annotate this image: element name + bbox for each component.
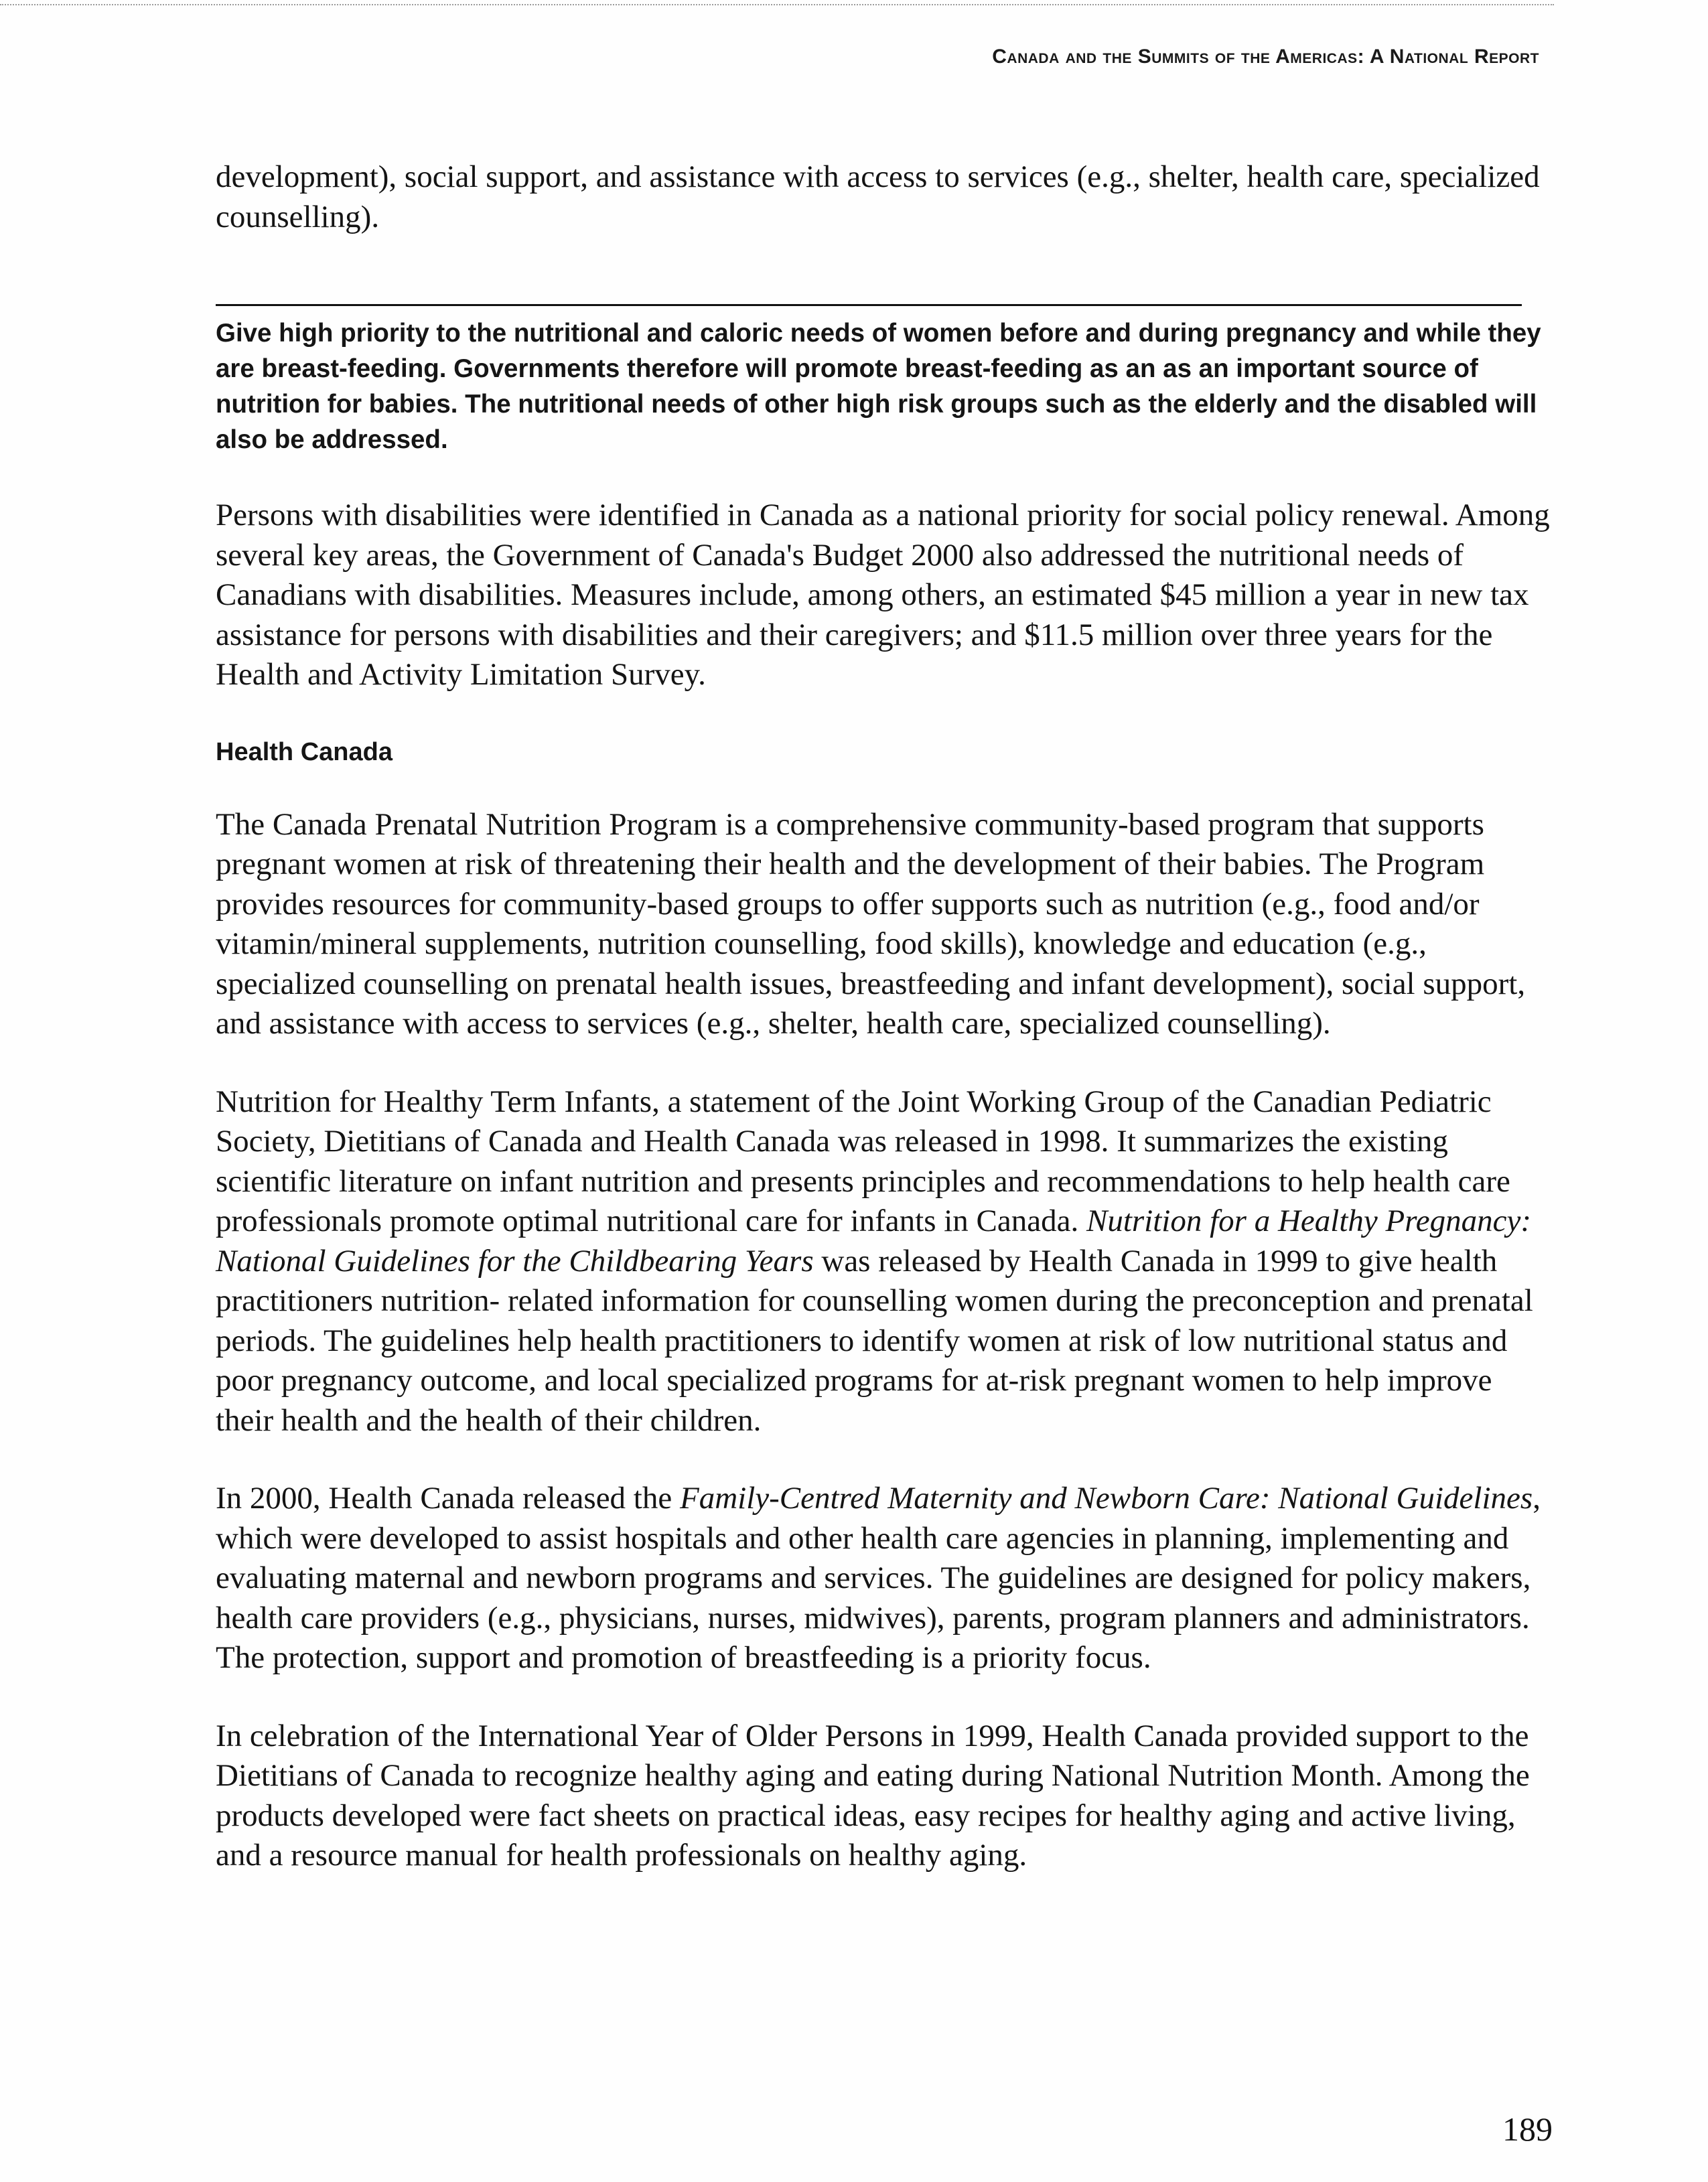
running-header: Canada and the Summits of the Americas: A National Report xyxy=(992,46,1539,68)
paragraph-text: , which were developed to assist hospitals and other health care agencies in planning, implementing and evaluating maternal and newborn programs and services. The guidelines are designed for policy makers, health care providers (e.g., physicians, nurses, midwives), parents, program planners and administrators. The protection, support and promotion of breastfeeding is a priority focus. xyxy=(216,1481,1541,1675)
section-heading: Health Canada xyxy=(216,737,393,766)
section-divider xyxy=(216,304,1522,306)
disabilities-paragraph: Persons with disabilities were identified in Canada as a national priority for social policy renewal. Among several key areas, the Government of Canada's Budget 2000 also addressed the nutritional needs of Canadians with disabilities. Measures include, among others, an estimated $45 million a year in new tax assistance for persons with disabilities and their caregivers; and $11.5 million over three years for the Health and Activity Limitation Survey. xyxy=(216,498,1550,692)
summit-mandate-text: Give high priority to the nutritional and caloric needs of women before and during pregnancy and while they are breast-feeding. Governments therefore will promote breast-feeding as an as an important source of nutrition for babies. The nutritional needs of other high risk groups such as the elderly and the disabled will also be addressed. xyxy=(216,319,1541,454)
paragraph-text: Nutrition for Healthy Term Infants, a statement of the Joint Working Group of the Canadian Pediatric Society, Dietitians of Canada and Health Canada was released in 1998. It summarizes the existing scientific literature on infant nutrition and presents principles and recommendations to help health care professionals promote optimal nutritional care for infants in Canada. xyxy=(216,1084,1510,1238)
publication-title: Family-Centred Maternity and Newborn Care: National Guidelines xyxy=(679,1481,1533,1516)
maternity-care-paragraph xyxy=(216,1479,1550,1678)
page-content xyxy=(216,157,1550,1876)
continued-paragraph: development), social support, and assistance with access to services (e.g., shelter, health care, specialized counselling). xyxy=(216,159,1540,234)
older-persons-paragraph: In celebration of the International Year of Older Persons in 1999, Health Canada provided support to the Dietitians of Canada to recognize healthy aging and eating during National Nutrition Month. Among the products developed were fact sheets on practical ideas, easy recipes for healthy aging and active living, and a resource manual for health professionals on healthy aging. xyxy=(216,1718,1530,1873)
page-number: 189 xyxy=(1502,2110,1553,2148)
paragraph-text: was released by Health Canada in 1999 to give health practitioners nutrition- related information for counselling women during the preconception and prenatal periods. The guidelines help health practitioners to identify women at risk of low nutritional status and poor pregnancy outcome, and local specialized programs for at-risk pregnant women to help improve their health and the health of their children. xyxy=(216,1243,1533,1438)
prenatal-program-paragraph: The Canada Prenatal Nutrition Program is a comprehensive community-based program that supports pregnant women at risk of threatening their health and the development of their babies. The Program provides resources for community-based groups to offer supports such as nutrition (e.g., food and/or vitamin/mineral supplements, nutrition counselling, food skills), knowledge and education (e.g., specialized counselling on prenatal health issues, breastfeeding and infant development), social support, and assistance with access to services (e.g., shelter, health care, specialized counselling). xyxy=(216,806,1526,1041)
paragraph-text: In 2000, Health Canada released the xyxy=(216,1481,680,1516)
infant-nutrition-paragraph xyxy=(216,1082,1550,1441)
top-edge-rule xyxy=(0,4,1554,5)
publication-title: Nutrition for a Healthy Pregnancy: National Guidelines for the Childbearing Years xyxy=(216,1204,1531,1279)
